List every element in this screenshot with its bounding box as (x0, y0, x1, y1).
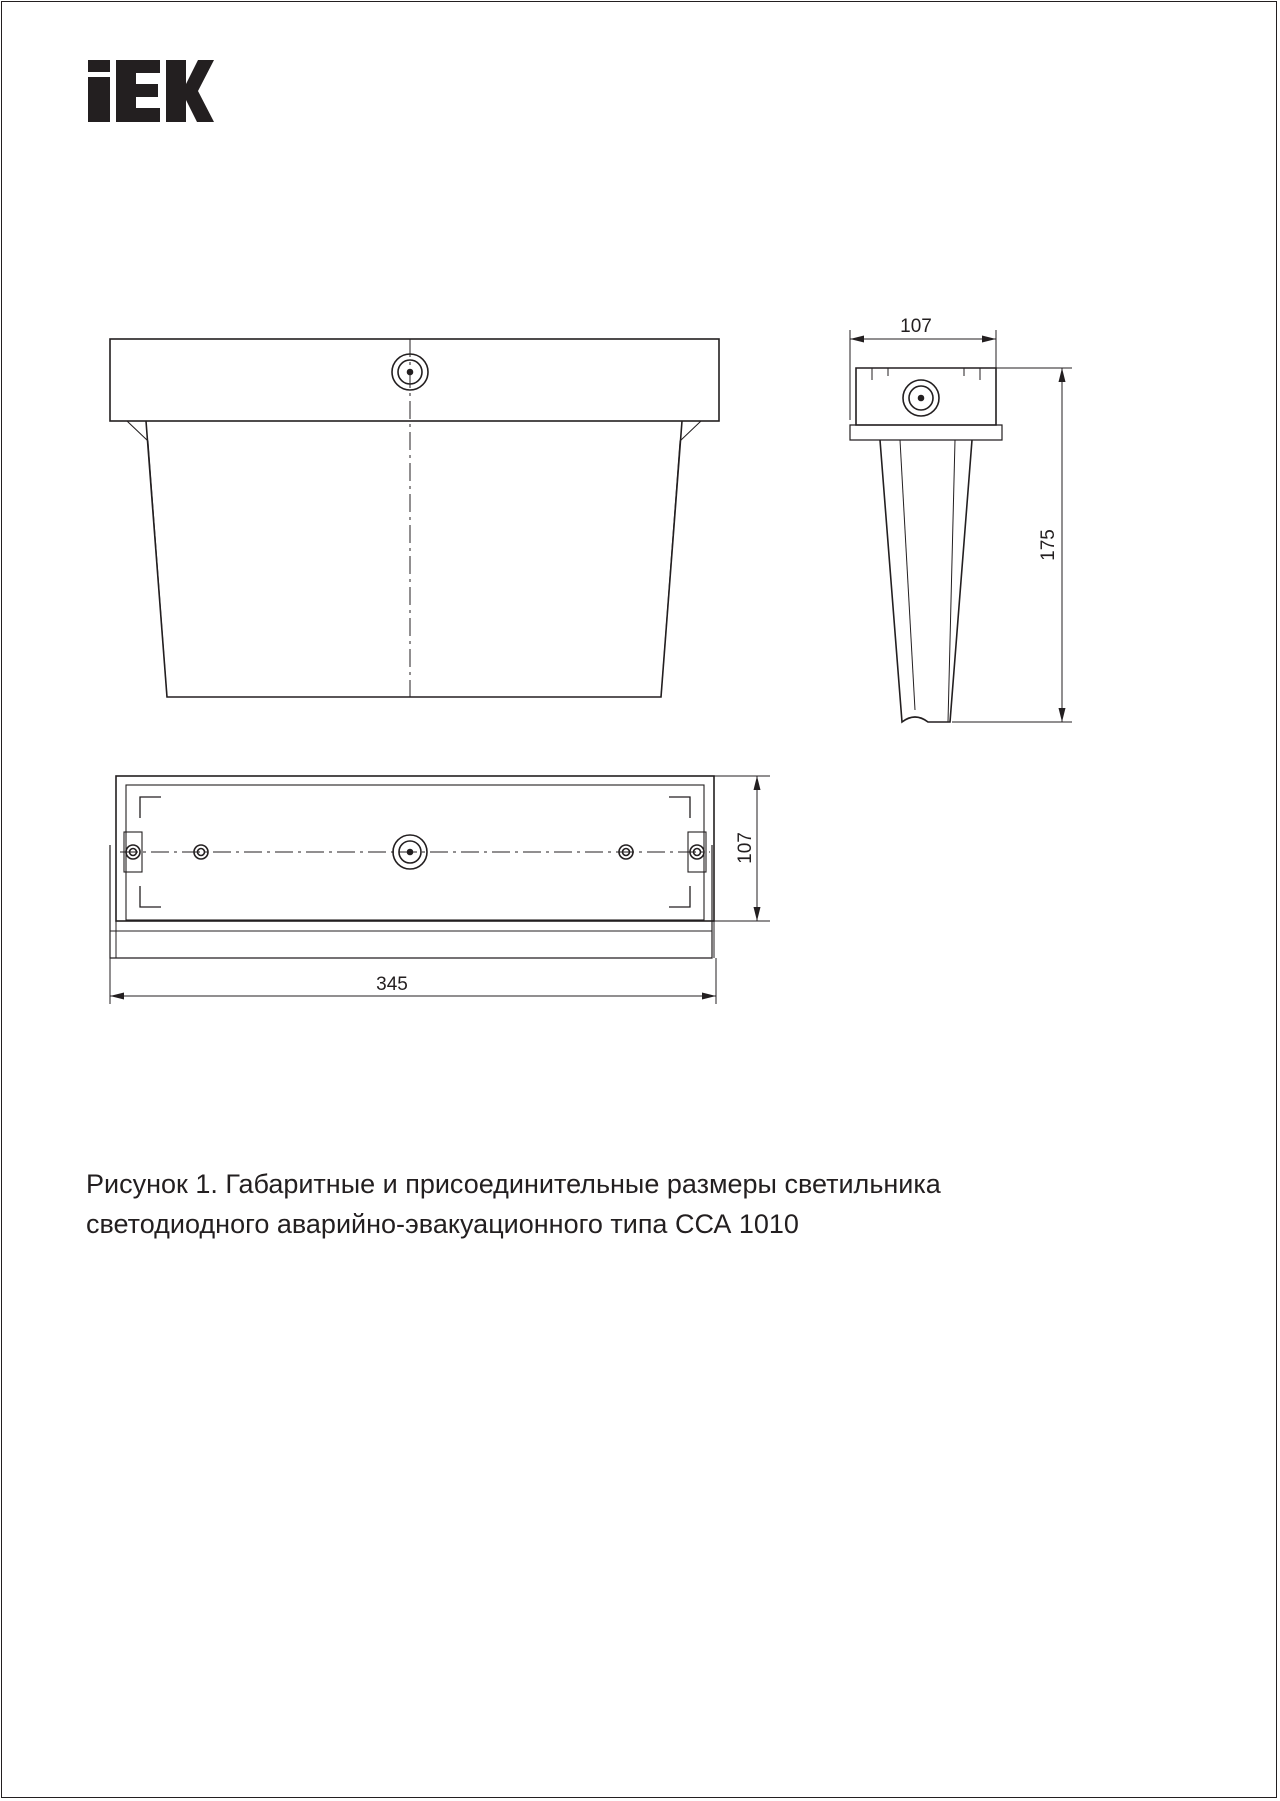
bottom-view (110, 776, 714, 958)
bottom-depth-label: 107 (735, 832, 756, 864)
caption-line-2: светодиодного аварийно-эвакуационного типа ССА 1010 (86, 1209, 799, 1239)
front-view (110, 339, 719, 697)
side-view-body (880, 440, 972, 722)
front-view-cable-entry (392, 354, 428, 390)
front-view-top-cover (110, 339, 719, 421)
caption-line-1: Рисунок 1. Габаритные и присоединительные размеры светильника (86, 1169, 941, 1199)
side-view-cable-entry (903, 380, 939, 416)
bottom-view-cable-entry (393, 835, 427, 869)
side-height-label: 175 (1038, 529, 1059, 561)
side-width-label: 107 (900, 316, 932, 337)
bottom-length-dimension (110, 958, 716, 1004)
bottom-view-right-bracket (688, 832, 706, 872)
side-view (850, 368, 1002, 722)
front-view-body (146, 421, 682, 697)
bottom-view-base-rail (110, 845, 712, 958)
side-view-top-cover (856, 368, 996, 425)
figure-caption (86, 1164, 1186, 1244)
bottom-length-label: 345 (376, 974, 408, 995)
